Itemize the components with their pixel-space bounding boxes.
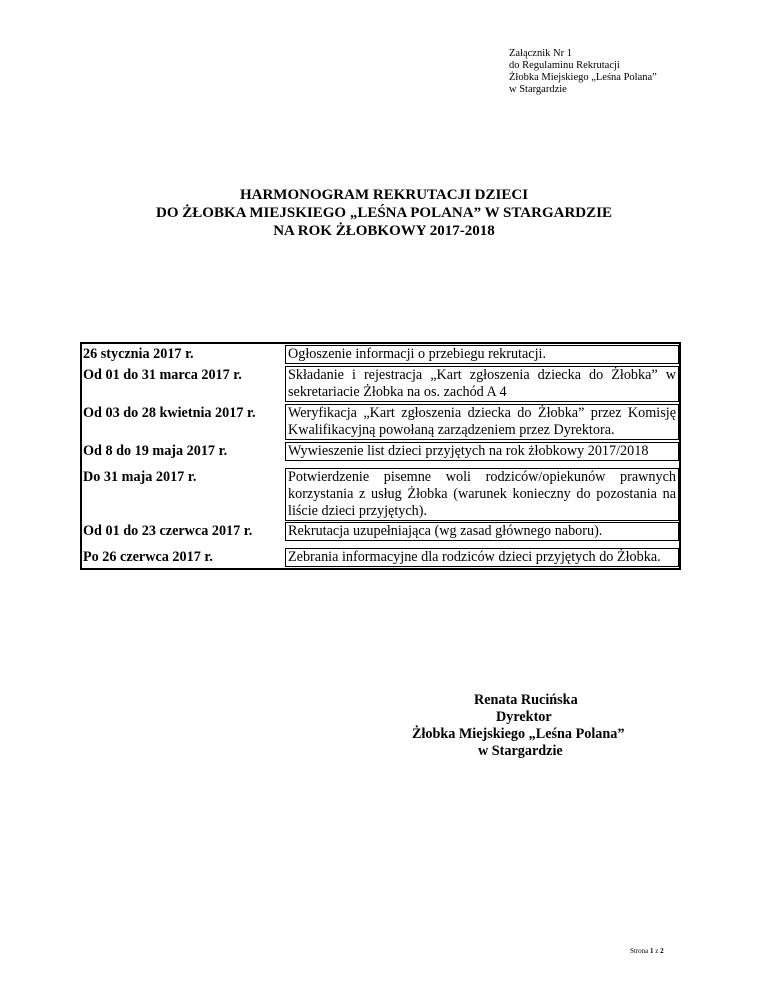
- page-number: [630, 947, 664, 955]
- page-total: 2: [660, 947, 664, 955]
- title-line: NA ROK ŻŁOBKOWY 2017-2018: [273, 223, 495, 239]
- schedule-date: Do 31 maja 2017 r.: [83, 469, 197, 485]
- attachment-line: Żłobka Miejskiego „Leśna Polana”: [509, 72, 657, 83]
- signatory-role: Dyrektor: [496, 709, 552, 725]
- page-of: z: [655, 947, 659, 955]
- schedule-description: Potwierdzenie pisemne woli rodziców/opiekunów prawnych korzystania z usług Żłobka (warunek konieczny do pozostania na liście dzieci przyjętych).: [285, 468, 679, 521]
- schedule-date: Od 03 do 28 kwietnia 2017 r.: [83, 405, 256, 421]
- schedule-description: Rekrutacja uzupełniająca (wg zasad głównego naboru).: [285, 522, 679, 541]
- schedule-date: Od 8 do 19 maja 2017 r.: [83, 443, 228, 459]
- schedule-table: [80, 342, 681, 570]
- schedule-description: Składanie i rejestracja „Kart zgłoszenia dziecka do Żłobka” w sekretariacie Żłobka na os. zachód A 4: [285, 366, 679, 402]
- schedule-row: [82, 441, 679, 462]
- schedule-description: Wywieszenie list dzieci przyjętych na rok żłobkowy 2017/2018: [285, 442, 679, 461]
- schedule-date: Od 01 do 23 czerwca 2017 r.: [83, 523, 253, 539]
- attachment-line: do Regulaminu Rekrutacji: [509, 60, 620, 71]
- signatory-name: Renata Rucińska: [474, 692, 578, 708]
- attachment-line: w Stargardzie: [509, 84, 567, 95]
- signatory-city: w Stargardzie: [478, 743, 563, 759]
- page-current: 1: [650, 947, 654, 955]
- schedule-row: [82, 365, 679, 403]
- page-label: Strona: [630, 947, 649, 955]
- schedule-row: [82, 344, 679, 365]
- schedule-row: [82, 467, 679, 521]
- schedule-description: Weryfikacja „Kart zgłoszenia dziecka do Żłobka” przez Komisję Kwalifikacyjną powołaną zarządzeniem przez Dyrektora.: [285, 404, 679, 440]
- title-line: DO ŻŁOBKA MIEJSKIEGO „LEŚNA POLANA” W STARGARDZIE: [156, 205, 612, 221]
- signatory-institution: Żłobka Miejskiego „Leśna Polana”: [412, 726, 625, 742]
- document-title: [0, 186, 768, 240]
- schedule-row: [82, 547, 679, 568]
- schedule-row: [82, 403, 679, 441]
- schedule-date: Po 26 czerwca 2017 r.: [83, 549, 213, 565]
- schedule-row: [82, 521, 679, 542]
- schedule-date: 26 stycznia 2017 r.: [83, 346, 194, 362]
- schedule-date: Od 01 do 31 marca 2017 r.: [83, 367, 242, 383]
- title-line: HARMONOGRAM REKRUTACJI DZIECI: [239, 187, 529, 203]
- schedule-description: Ogłoszenie informacji o przebiegu rekrutacji.: [285, 345, 679, 364]
- attachment-note: [509, 48, 657, 96]
- attachment-line: Załącznik Nr 1: [509, 48, 572, 59]
- signature-block: [398, 692, 624, 760]
- schedule-description: Zebrania informacyjne dla rodziców dzieci przyjętych do Żłobka.: [285, 548, 679, 567]
